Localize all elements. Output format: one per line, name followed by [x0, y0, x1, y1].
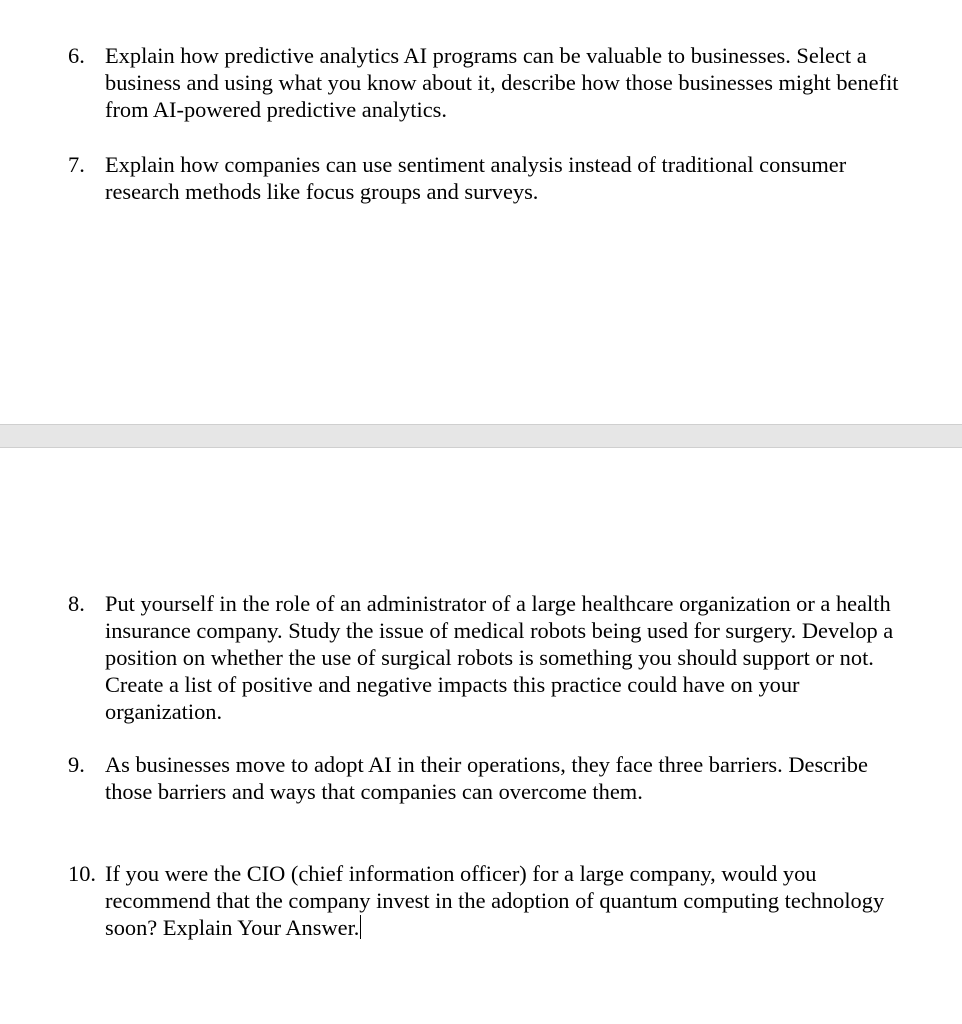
question-line: business and using what you know about it, describe how those businesses might benefit — [105, 70, 899, 95]
question-line: insurance company. Study the issue of medical robots being used for surgery. Develop a — [105, 618, 894, 643]
question-line: those barriers and ways that companies can overcome them. — [105, 779, 643, 804]
question-number: 8. — [68, 591, 85, 616]
question-line: As businesses move to adopt AI in their operations, they face three barriers. Describe — [105, 752, 868, 777]
question-line: Put yourself in the role of an administrator of a large healthcare organization or a health — [105, 591, 891, 616]
question-line-last — [105, 914, 945, 941]
question-text[interactable] — [105, 42, 945, 123]
question-number: 9. — [68, 752, 85, 777]
question-line: Explain how predictive analytics AI programs can be valuable to businesses. Select a — [105, 43, 867, 68]
question-line: recommend that the company invest in the adoption of quantum computing technology — [105, 888, 885, 913]
question-number: 7. — [68, 152, 85, 177]
question-line: Create a list of positive and negative impacts this practice could have on your — [105, 672, 800, 697]
question-number: 6. — [68, 43, 85, 68]
text-cursor — [360, 915, 361, 939]
question-text[interactable] — [105, 860, 945, 941]
question-line: Explain how companies can use sentiment analysis instead of traditional consumer — [105, 152, 847, 177]
document-page-bottom[interactable] — [0, 448, 962, 1024]
question-line: from AI-powered predictive analytics. — [105, 97, 447, 122]
page-break-divider — [0, 424, 962, 448]
question-text[interactable] — [105, 151, 945, 205]
question-line: position on whether the use of surgical robots is something you should support or not. — [105, 645, 874, 670]
question-line: research methods like focus groups and surveys. — [105, 179, 539, 204]
question-text[interactable] — [105, 590, 945, 725]
question-number: 10. — [68, 861, 96, 886]
question-line: organization. — [105, 699, 223, 724]
question-line-text: soon? Explain Your Answer. — [105, 915, 360, 940]
document-page-top[interactable] — [0, 0, 962, 424]
question-text[interactable] — [105, 751, 945, 805]
question-line: If you were the CIO (chief information officer) for a large company, would you — [105, 861, 817, 886]
